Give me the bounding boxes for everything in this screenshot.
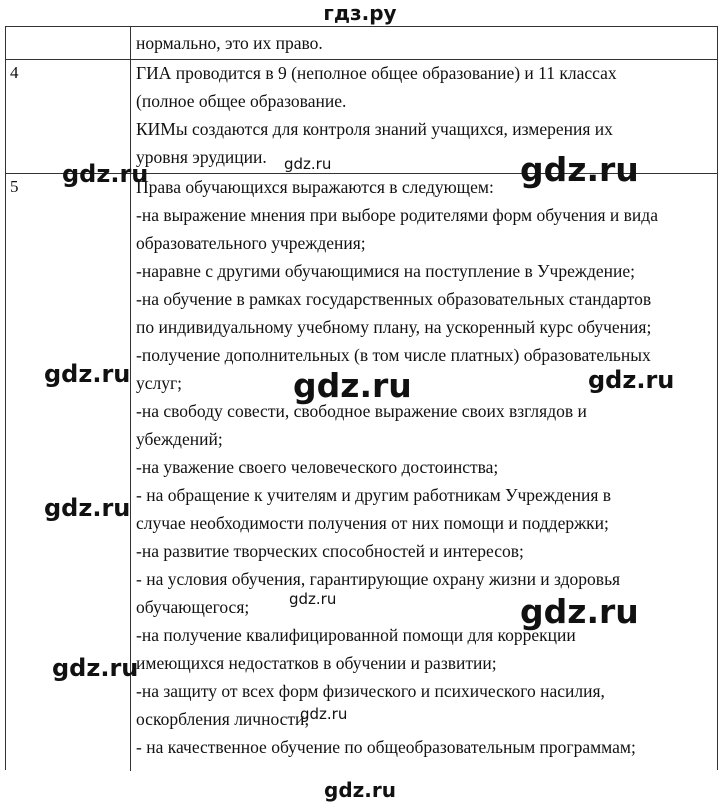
row5-line-11: -на уважение своего человеческого достоинства; bbox=[136, 457, 499, 477]
watermark-logo: gdz.ru bbox=[44, 494, 131, 522]
watermark-logo: gdz.ru bbox=[284, 155, 332, 173]
row-top-line-1: нормально, это их право. bbox=[136, 33, 323, 53]
row5-line-19: -на защиту от всех форм физического и психического насилия, bbox=[136, 681, 605, 701]
row4-line-1: ГИА проводится в 9 (неполное общее образование) и 11 классах bbox=[136, 63, 617, 83]
row4-line-3: КИМы создаются для контроля знаний учащихся, измерения их bbox=[136, 119, 613, 139]
row5-line-6: по индивидуальному учебному плану, на ускоренный курс обучения; bbox=[136, 317, 652, 337]
row5-line-8: услуг; bbox=[136, 373, 183, 393]
watermark-logo: gdz.ru bbox=[300, 705, 348, 723]
row4-line-4: уровня эрудиции. bbox=[136, 147, 267, 167]
row5-line-12: - на обращение к учителям и другим работникам Учреждения в bbox=[136, 485, 612, 505]
watermark-logo: gdz.ru bbox=[62, 160, 149, 188]
row5-line-3: образовательного учреждения; bbox=[136, 233, 366, 253]
site-header-title: гдз.ру bbox=[323, 1, 397, 25]
watermark-logo: gdz.ru bbox=[520, 150, 639, 189]
watermark-logo: gdz.ru bbox=[289, 590, 337, 608]
row5-line-9: -на свободу совести, свободное выражение своих взглядов и bbox=[136, 401, 587, 421]
row5-line-16: обучающегося; bbox=[136, 597, 250, 617]
watermark-logo: gdz.ru bbox=[588, 366, 675, 394]
row5-line-10: убеждений; bbox=[136, 429, 223, 449]
watermark-logo: gdz.ru bbox=[44, 360, 131, 388]
row-number-4: 4 bbox=[10, 63, 19, 82]
row5-line-21: - на качественное обучение по общеобразовательным программам; bbox=[136, 737, 636, 757]
row5-line-1: Права обучающихся выражаются в следующем: bbox=[136, 177, 494, 197]
row-separator-4 bbox=[6, 59, 717, 60]
watermark-logo: gdz.ru bbox=[520, 592, 639, 631]
row5-line-2: -на выражение мнения при выборе родителями форм обучения и вида bbox=[136, 205, 658, 225]
row-number-5: 5 bbox=[10, 177, 19, 196]
row5-line-7: -получение дополнительных (в том числе платных) образовательных bbox=[136, 345, 651, 365]
row5-line-5: -на обучение в рамках государственных образовательных стандартов bbox=[136, 289, 652, 309]
watermark-logo: gdz.ru bbox=[52, 654, 139, 682]
row5-line-18: имеющихся недостатков в обучении и развитии; bbox=[136, 653, 497, 673]
footer-watermark: gdz.ru bbox=[324, 778, 396, 802]
row4-line-2: (полное общее образование. bbox=[136, 91, 347, 111]
row5-line-4: -наравне с другими обучающимися на поступление в Учреждение; bbox=[136, 261, 635, 281]
row5-line-17: -на получение квалифицированной помощи для коррекции bbox=[136, 625, 576, 645]
row5-line-13: случае необходимости получения от них помощи и поддержки; bbox=[136, 513, 609, 533]
row5-line-14: -на развитие творческих способностей и интересов; bbox=[136, 541, 524, 561]
watermark-logo: gdz.ru bbox=[293, 366, 412, 405]
row5-line-20: оскорбления личности; bbox=[136, 709, 310, 729]
row5-line-15: - на условия обучения, гарантирующие охрану жизни и здоровья bbox=[136, 569, 621, 589]
